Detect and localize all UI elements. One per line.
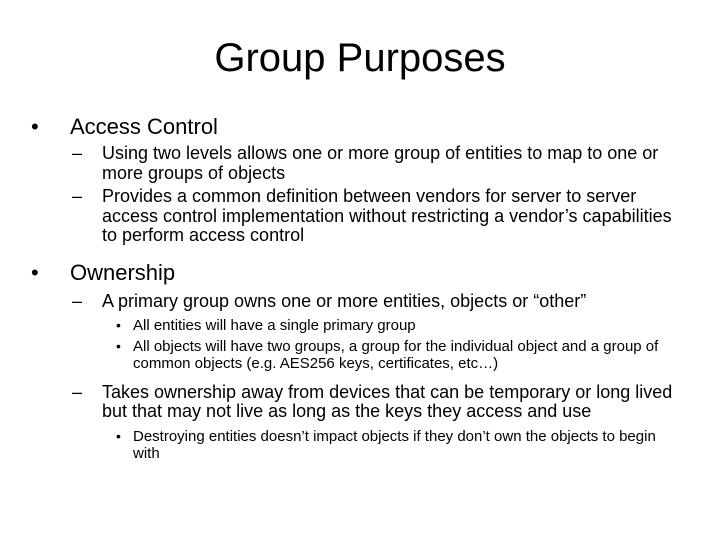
dash-marker: – bbox=[72, 186, 83, 206]
bullet-text: All objects will have two groups, a group for the individual object and a group of common objects (e.g. AES256 keys, certificates, etc…) bbox=[133, 337, 659, 372]
slide-title: Group Purposes bbox=[214, 36, 506, 80]
bullet-marker: • bbox=[31, 114, 39, 139]
bullet-text: Destroying entities doesn’t impact objects if they don’t own the objects to begin with bbox=[133, 427, 656, 462]
dash-marker: – bbox=[72, 381, 83, 402]
bullet-text: Provides a common definition between vendors for server to server access control implementation without restricting a vendor’s capabilities to perform access control bbox=[102, 186, 672, 245]
sub-sub-bullet-single-primary bbox=[116, 317, 670, 335]
sub-bullet-common-definition bbox=[72, 186, 676, 246]
bullet-text: All entities will have a single primary group bbox=[133, 317, 416, 334]
sub-bullet-primary-group bbox=[72, 290, 676, 312]
bullet-access-control bbox=[31, 114, 680, 140]
bullet-text: Ownership bbox=[70, 259, 176, 285]
bullet-marker: • bbox=[31, 259, 39, 285]
sub-bullet-takes-ownership bbox=[72, 381, 676, 422]
bullet-text: Access Control bbox=[70, 114, 218, 139]
sub-bullet-two-levels bbox=[72, 143, 676, 183]
bullet-text: Takes ownership away from devices that can be temporary or long lived but that may not live as long as the keys they access and use bbox=[102, 381, 673, 421]
bullet-marker: • bbox=[116, 317, 121, 333]
sub-sub-bullet-two-groups bbox=[116, 337, 670, 373]
bullet-marker: • bbox=[116, 427, 121, 444]
bullet-marker: • bbox=[116, 337, 121, 354]
sub-sub-bullet-destroying-entities bbox=[116, 427, 670, 463]
bullet-ownership bbox=[31, 259, 680, 286]
dash-marker: – bbox=[72, 143, 83, 163]
dash-marker: – bbox=[72, 290, 83, 311]
bullet-text: A primary group owns one or more entities, objects or “other” bbox=[102, 290, 587, 311]
slide-body bbox=[0, 108, 720, 463]
bullet-text: Using two levels allows one or more group of entities to map to one or more groups of objects bbox=[102, 143, 659, 183]
